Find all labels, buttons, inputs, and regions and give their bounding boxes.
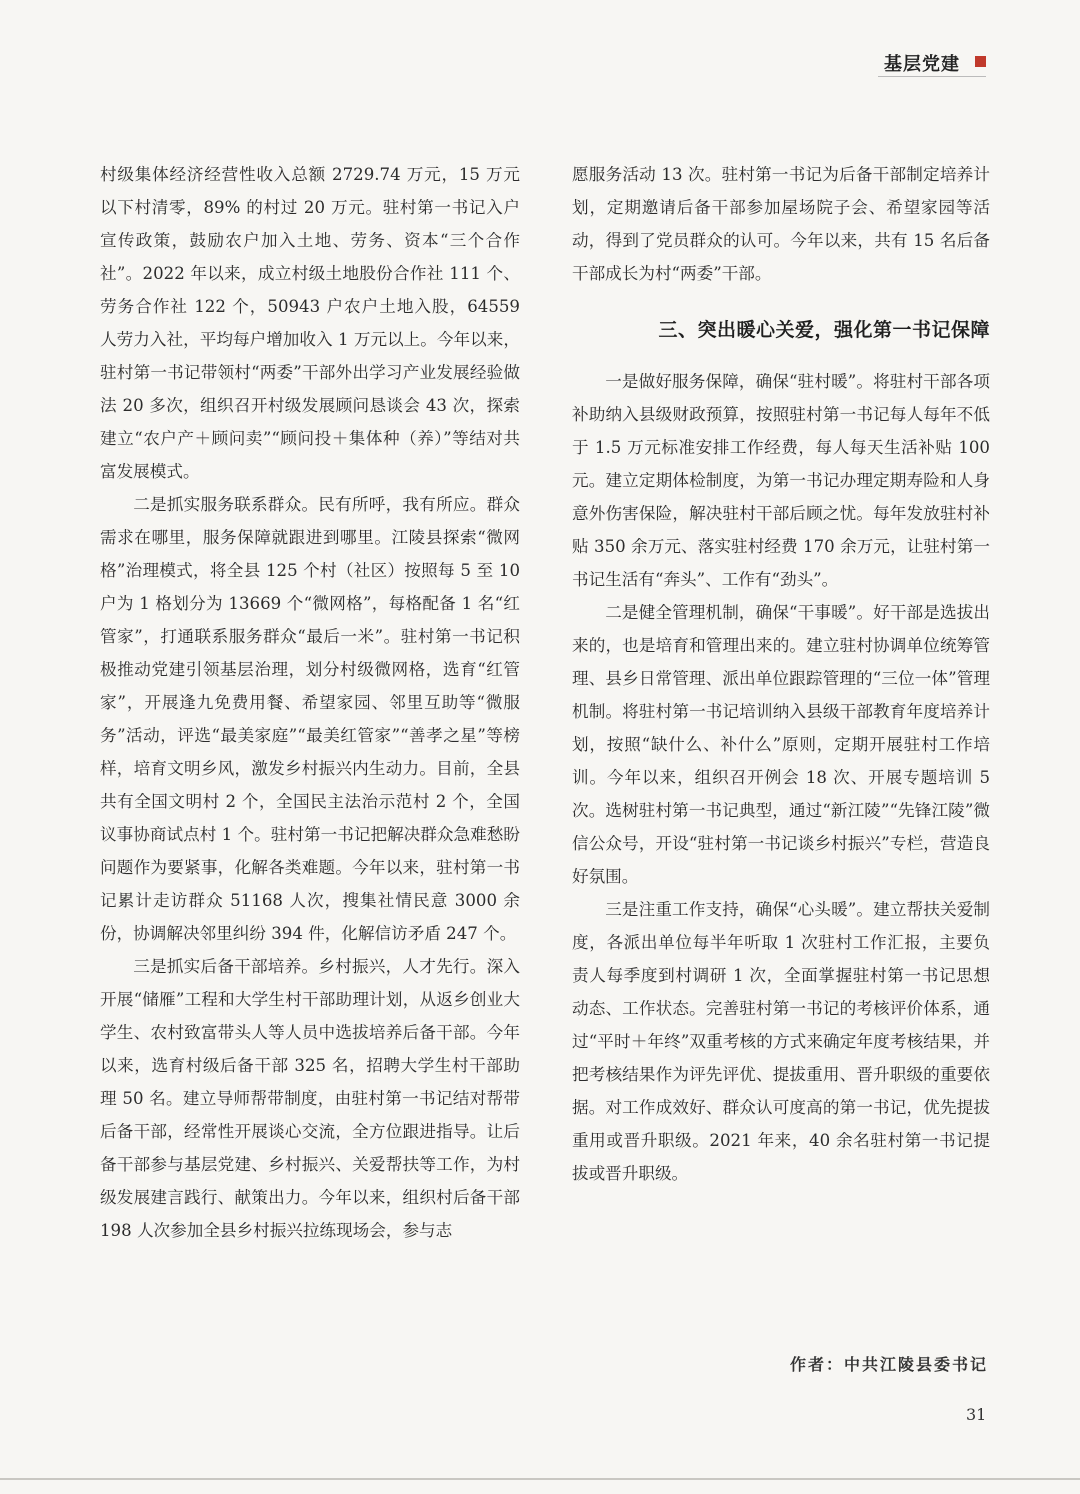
paragraph: 愿服务活动 13 次。驻村第一书记为后备干部制定培养计划，定期邀请后备干部参加屋场院子会、希望家园等活动，得到了党员群众的认可。今年以来，共有 15 名后备干部成长为村“两委”干部。	[572, 165, 990, 283]
section-marker	[975, 56, 986, 67]
paragraph: 二是健全管理机制，确保“干事暖”。好干部是选拔出来的，也是培育和管理出来的。建立驻村协调单位统筹管理、县乡日常管理、派出单位跟踪管理的“三位一体”管理机制。将驻村第一书记培训纳入县级干部教育年度培养计划，按照“缺什么、补什么”原则，定期开展驻村工作培训。今年以来，组织召开例会 18 次、开展专题培训 5 次。选树驻村第一书记典型，通过“新江陵”“先锋江陵”微信公众号，开设“驻村第一书记谈乡村振兴”专栏，营造良好氛围。	[572, 603, 990, 886]
left-column	[100, 158, 520, 1247]
paragraph: 村级集体经济经营性收入总额 2729.74 万元，15 万元以下村清零，89% 的村过 20 万元。驻村第一书记入户宣传政策，鼓励农户加入土地、劳务、资本“三个合作社”。2022 年以来，成立村级土地股份合作社 111 个、劳务合作社 122 个，50943 户农户土地入股，64559 人劳力入社，平均每户增加收入 1 万元以上。今年以来，驻村第一书记带领村“两委”干部外出学习产业发展经验做法 20 多次，组织召开村级发展顾问恳谈会 43 次，探索建立“农户产＋顾问卖”“顾问投＋集体种（养）”等结对共富发展模式。	[100, 165, 520, 481]
page-number: 31	[966, 1405, 987, 1424]
right-column	[572, 158, 990, 1190]
running-header	[870, 48, 990, 80]
paragraph: 三是抓实后备干部培养。乡村振兴，人才先行。深入开展“储雁”工程和大学生村干部助理计划，从返乡创业大学生、农村致富带头人等人员中选拔培养后备干部。今年以来，选育村级后备干部 325 名，招聘大学生村干部助理 50 名。建立导师帮带制度，由驻村第一书记结对帮带后备干部，经常性开展谈心交流，全方位跟进指导。让后备干部参与基层党建、乡村振兴、关爱帮扶等工作，为村级发展建言践行、献策出力。今年以来，组织村后备干部 198 人次参加全县乡村振兴拉练现场会，参与志	[100, 957, 520, 1240]
author-byline: 作者：中共江陵县委书记	[789, 1355, 988, 1374]
paragraph: 二是抓实服务联系群众。民有所呼，我有所应。群众需求在哪里，服务保障就跟进到哪里。江陵县探索“微网格”治理模式，将全县 125 个村（社区）按照每 5 至 10 户为 1 格划分为 13669 个“微网格”，每格配备 1 名“红管家”，打通联系服务群众“最后一米”。驻村第一书记积极推动党建引领基层治理，划分村级微网格，选育“红管家”，开展逢九免费用餐、希望家园、邻里互助等“微服务”活动，评选“最美家庭”“最美红管家”“善孝之星”等榜样，培育文明乡风，激发乡村振兴内生动力。目前，全县共有全国文明村 2 个，全国民主法治示范村 2 个，全国议事协商试点村 1 个。驻村第一书记把解决群众急难愁盼问题作为要紧事，化解各类难题。今年以来，驻村第一书记累计走访群众 51168 人次，搜集社情民意 3000 余份，协调解决邻里纠纷 394 件，化解信访矛盾 247 个。	[100, 495, 520, 943]
bottom-rule	[0, 1478, 1080, 1480]
header-rule	[878, 76, 986, 77]
paragraph: 一是做好服务保障，确保“驻村暖”。将驻村干部各项补助纳入县级财政预算，按照驻村第一书记每人每年不低于 1.5 万元标准安排工作经费，每人每天生活补贴 100 元。建立定期体检制度，为第一书记办理定期寿险和人身意外伤害保险，解决驻村干部后顾之忧。每年发放驻村补贴 350 余万元、落实驻村经费 170 余万元，让驻村第一书记生活有“奔头”、工作有“劲头”。	[572, 372, 990, 589]
section-heading: 三、突出暖心关爱，强化第一书记保障	[658, 319, 990, 341]
paragraph: 三是注重工作支持，确保“心头暖”。建立帮扶关爱制度，各派出单位每半年听取 1 次驻村工作汇报，主要负责人每季度到村调研 1 次，全面掌握驻村第一书记思想动态、工作状态。完善驻村第一书记的考核评价体系，通过“平时＋年终”双重考核的方式来确定年度考核结果，并把考核结果作为评先评优、提拔重用、晋升职级的重要依据。对工作成效好、群众认可度高的第一书记，优先提拔重用或晋升职级。2021 年来，40 余名驻村第一书记提拔或晋升职级。	[572, 900, 990, 1183]
section-title: 基层党建	[884, 54, 960, 75]
